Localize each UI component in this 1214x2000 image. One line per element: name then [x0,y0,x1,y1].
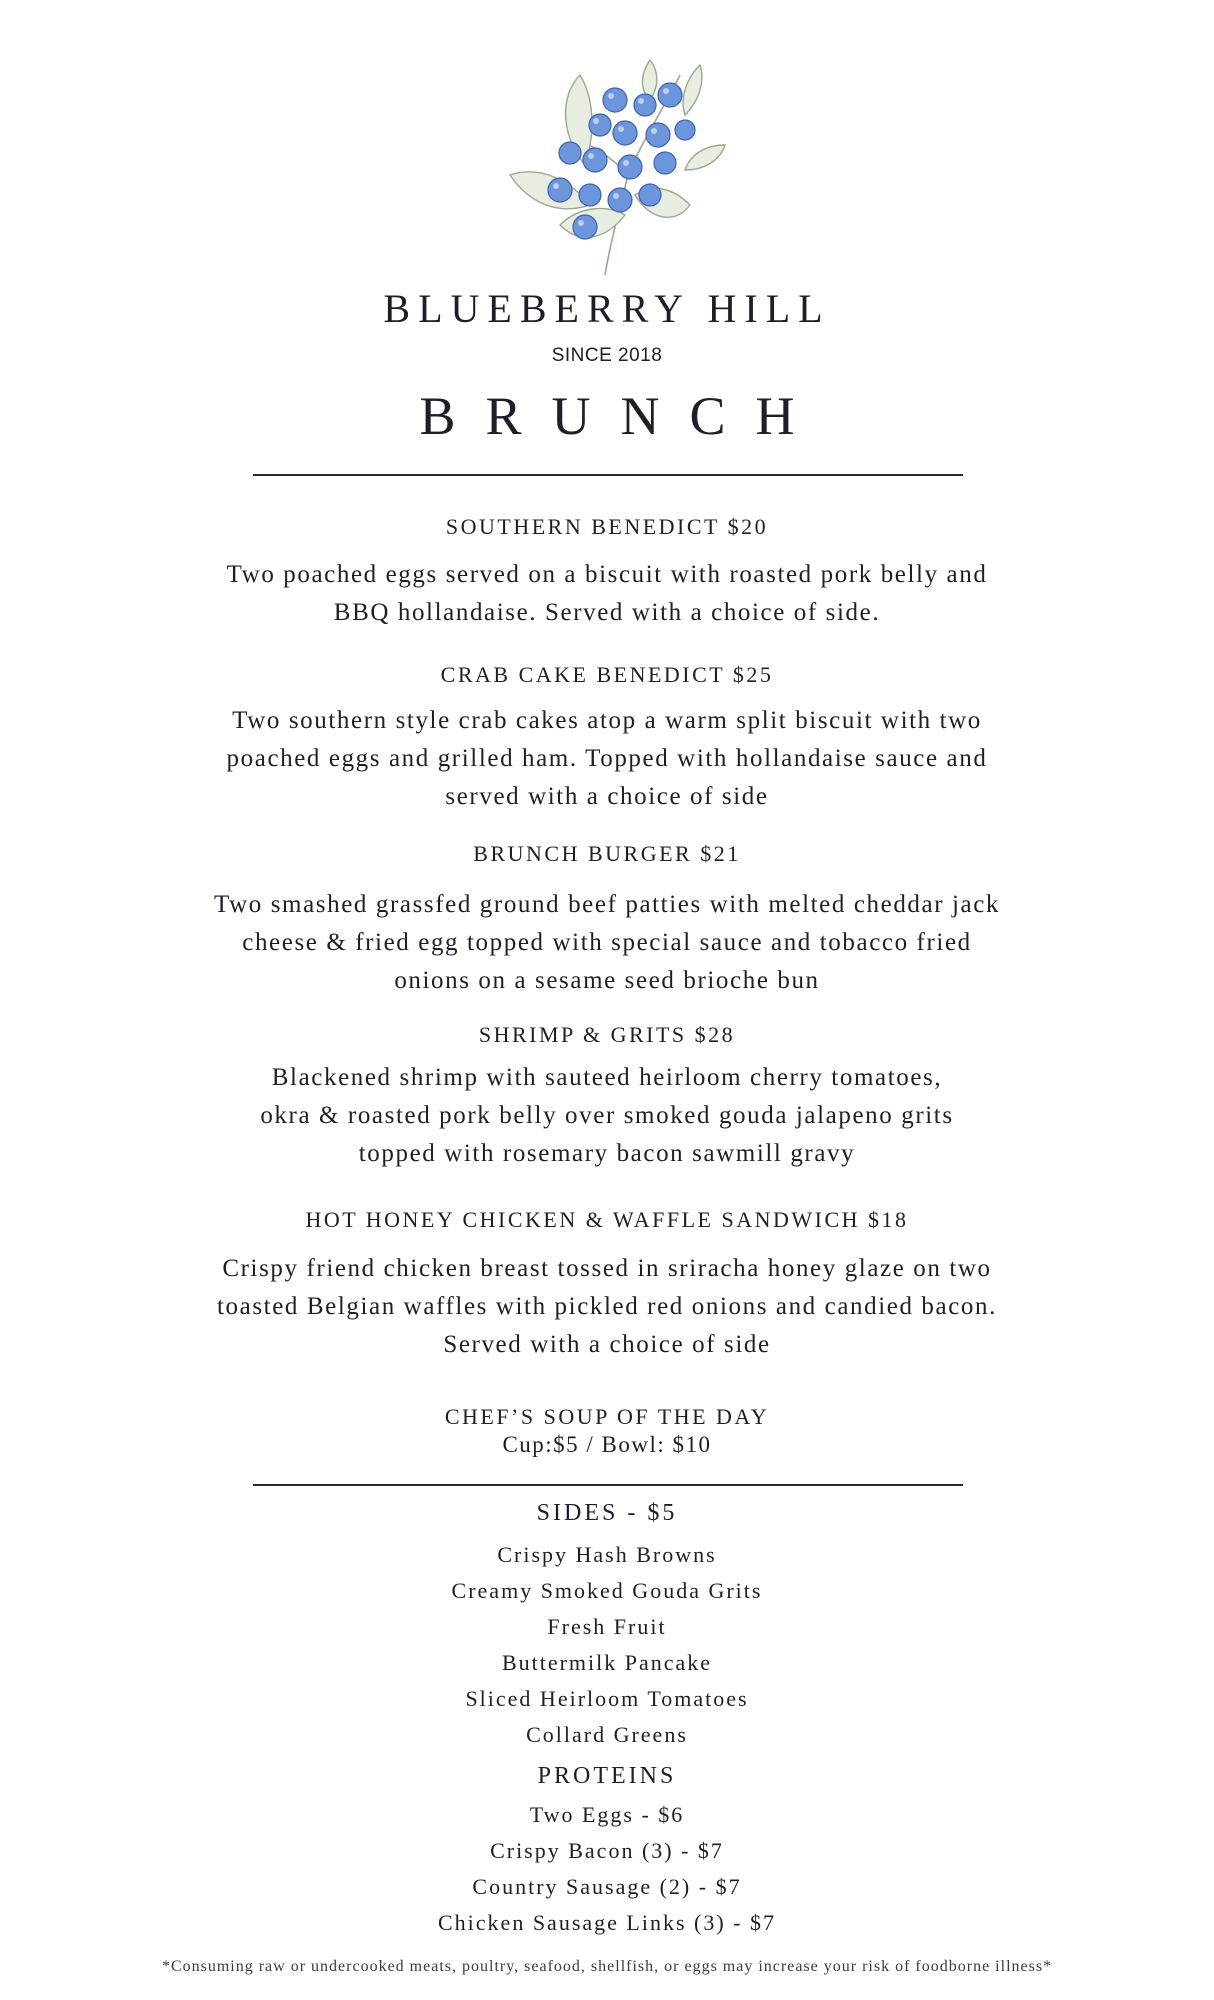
divider-bottom [253,1484,963,1486]
side-item: Fresh Fruit [547,1614,667,1639]
protein-item: Country Sausage (2) - $7 [472,1874,742,1899]
menu-title: BRUNCH [419,386,825,446]
item-title: HOT HONEY CHICKEN & WAFFLE SANDWICH $18 [305,1207,909,1232]
sides-list [0,1537,1214,1753]
description-line: Served with a choice of side [443,1331,771,1358]
description-line: Blackened shrimp with sauteed heirloom cherry tomatoes, [271,1064,943,1091]
side-item: Buttermilk Pancake [501,1650,713,1675]
proteins-heading: PROTEINS [537,1763,677,1789]
protein-item: Two Eggs - $6 [529,1802,685,1827]
since-line: SINCE 2018 [551,345,663,366]
item-description [0,886,1214,1000]
description-line: toasted Belgian waffles with pickled red onions and candied bacon. [217,1293,997,1320]
description-line: Two smashed grassfed ground beef patties with melted cheddar jack [213,891,1001,918]
soup-title: CHEF’S SOUP OF THE DAY [444,1404,770,1429]
side-item: Collard Greens [526,1722,688,1747]
side-item: Crispy Hash Browns [497,1542,717,1567]
item-description [0,1250,1214,1364]
description-line: served with a choice of side [445,783,769,810]
divider-top [253,474,963,476]
blueberry-branch-illustration [500,55,740,280]
item-description [0,556,1214,632]
protein-item: Crispy Bacon (3) - $7 [490,1838,724,1863]
description-line: Two poached eggs served on a biscuit with roasted pork belly and [226,561,988,588]
description-line: BBQ hollandaise. Served with a choice of side. [333,599,881,626]
restaurant-name: BLUEBERRY HILL [383,286,831,331]
item-description [0,1059,1214,1173]
item-description [0,702,1214,816]
description-line: cheese & fried egg topped with special sauce and tobacco fried [242,929,972,956]
side-item: Sliced Heirloom Tomatoes [465,1686,749,1711]
item-title: SHRIMP & GRITS $28 [478,1022,736,1047]
item-title: BRUNCH BURGER $21 [473,841,741,866]
protein-item: Chicken Sausage Links (3) - $7 [438,1910,776,1935]
description-line: topped with rosemary bacon sawmill gravy [358,1140,856,1167]
description-line: okra & roasted pork belly over smoked gouda jalapeno grits [260,1102,954,1129]
proteins-list [0,1797,1214,1941]
description-line: Two southern style crab cakes atop a warm split biscuit with two [232,707,982,734]
side-item: Creamy Smoked Gouda Grits [451,1578,763,1603]
description-line: onions on a sesame seed brioche bun [394,967,820,994]
foodborne-illness-disclaimer: *Consuming raw or undercooked meats, poultry, seafood, shellfish, or eggs may increase your risk of foodborne illness* [161,1958,1053,1975]
sides-heading: SIDES - $5 [536,1500,678,1526]
soup-price: Cup:$5 / Bowl: $10 [502,1432,712,1457]
description-line: Crispy friend chicken breast tossed in sriracha honey glaze on two [222,1255,992,1282]
item-title: SOUTHERN BENEDICT $20 [445,514,769,539]
description-line: poached eggs and grilled ham. Topped with hollandaise sauce and [226,745,988,772]
item-title: CRAB CAKE BENEDICT $25 [440,662,774,687]
